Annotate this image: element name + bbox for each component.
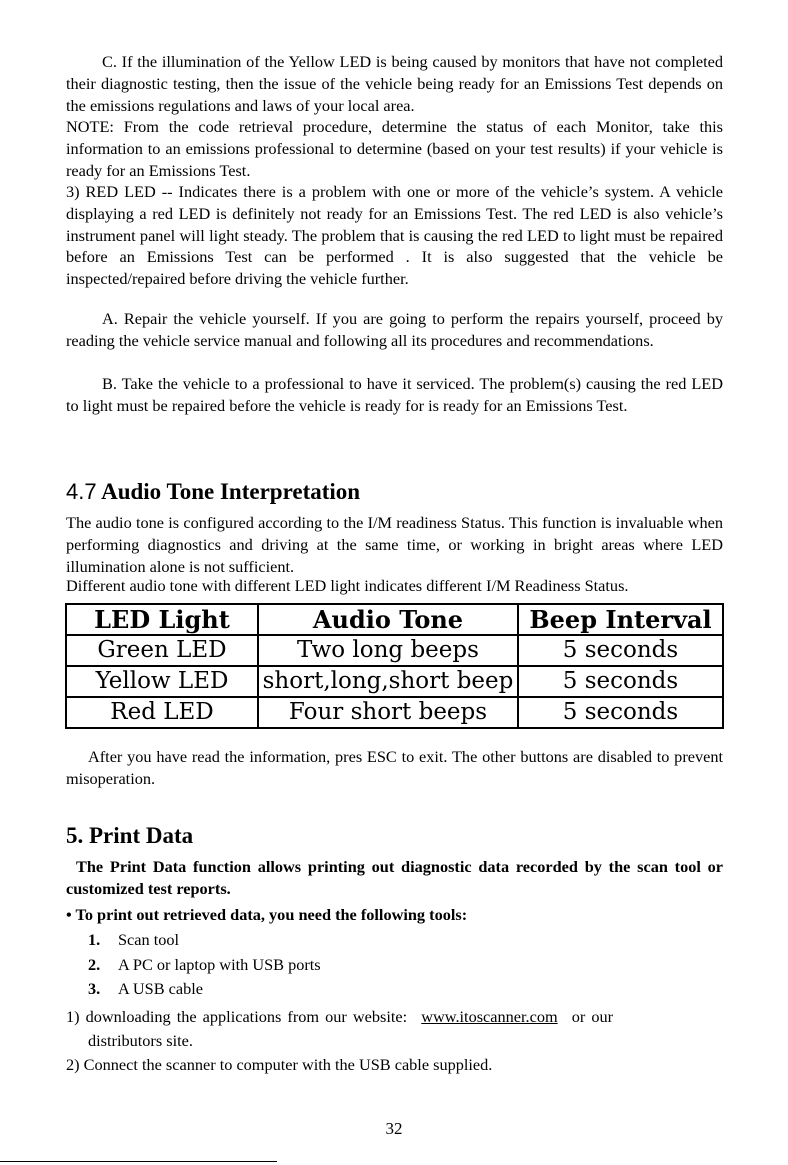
table-cell: Red LED [66, 697, 258, 728]
website-link[interactable]: www.itoscanner.com [421, 1007, 558, 1026]
table-cell: 5 seconds [518, 697, 723, 728]
tools-list [88, 928, 321, 1002]
table-row [66, 635, 723, 666]
paragraph-red-led: 3) RED LED -- Indicates there is a problem with one or more of the vehicle’s system. A vehicle displaying a red LED is definitely not ready for an Emissions Test. The red LED is also vehicle’s instrument panel will light steady. The problem that is causing the red LED to light must be repaired before an Emissions Test can be performed . It is also suggested that the vehicle be inspected/repaired before driving the vehicle further. [66, 182, 723, 289]
paragraph-repair-yourself: A. Repair the vehicle yourself. If you are going to perform the repairs yourself, proceed by reading the vehicle service manual and following all its procedures and recommendations. [66, 309, 723, 350]
table-header: Audio Tone [258, 604, 518, 635]
table-cell: Two long beeps [258, 635, 518, 666]
paragraph-print-data-intro: The Print Data function allows printing out diagnostic data recorded by the scan tool or customized test reports. [66, 857, 723, 898]
bullet-tools-needed: • To print out retrieved data, you need the following tools: [66, 905, 468, 924]
table-cell: short,long,short beep [258, 666, 518, 697]
table-cell: Yellow LED [66, 666, 258, 697]
paragraph-take-to-professional: B. Take the vehicle to a professional to have it serviced. The problem(s) causing the red LED to light must be repaired before the vehicle is ready for is ready for an Emissions Test. [66, 374, 723, 415]
list-item: 2. A PC or laptop with USB ports [88, 954, 321, 974]
step-1-continued: distributors site. [88, 1031, 193, 1050]
section-heading-audio-tone [66, 479, 360, 505]
paragraph-audio-tone-intro: The audio tone is configured according to the I/M readiness Status. This function is invaluable when performing diagnostics and driving at the same time, or working in bright areas where LED illumination alone is not sufficient. [66, 513, 723, 576]
table-header-row [66, 604, 723, 635]
table-cell: Green LED [66, 635, 258, 666]
section-number: 4.7 [66, 479, 97, 504]
step-1-download: 1) downloading the applications from our website: www.itoscanner.com or our [66, 1007, 614, 1026]
paragraph-note: NOTE: From the code retrieval procedure, determine the status of each Monitor, take this information to an emissions professional to determine (based on your test results) if your vehicle is ready for an Emissions Test. [66, 117, 723, 180]
audio-tone-table [65, 603, 724, 729]
table-header: LED Light [66, 604, 258, 635]
paragraph-after-table: After you have read the information, pres ESC to exit. The other buttons are disabled to prevent misoperation. [66, 747, 723, 788]
step-2-connect: 2) Connect the scanner to computer with the USB cable supplied. [66, 1055, 493, 1074]
page-number: 32 [385, 1119, 403, 1138]
table-cell: 5 seconds [518, 635, 723, 666]
table-header: Beep Interval [518, 604, 723, 635]
footer-rule [0, 1161, 277, 1162]
section-heading-print-data: 5. Print Data [66, 823, 194, 848]
paragraph-audio-tone-status: Different audio tone with different LED light indicates different I/M Readiness Status. [66, 576, 629, 595]
section-title: Audio Tone Interpretation [101, 479, 361, 504]
paragraph-yellow-led-c: C. If the illumination of the Yellow LED is being caused by monitors that have not completed their diagnostic testing, then the issue of the vehicle being ready for an Emissions Test depends on the emissions regulations and laws of your local area. [66, 52, 723, 115]
table-row [66, 666, 723, 697]
table-cell: Four short beeps [258, 697, 518, 728]
list-item: 3. A USB cable [88, 979, 204, 998]
table-row [66, 697, 723, 728]
list-item: 1. Scan tool [88, 930, 180, 949]
table-cell: 5 seconds [518, 666, 723, 697]
